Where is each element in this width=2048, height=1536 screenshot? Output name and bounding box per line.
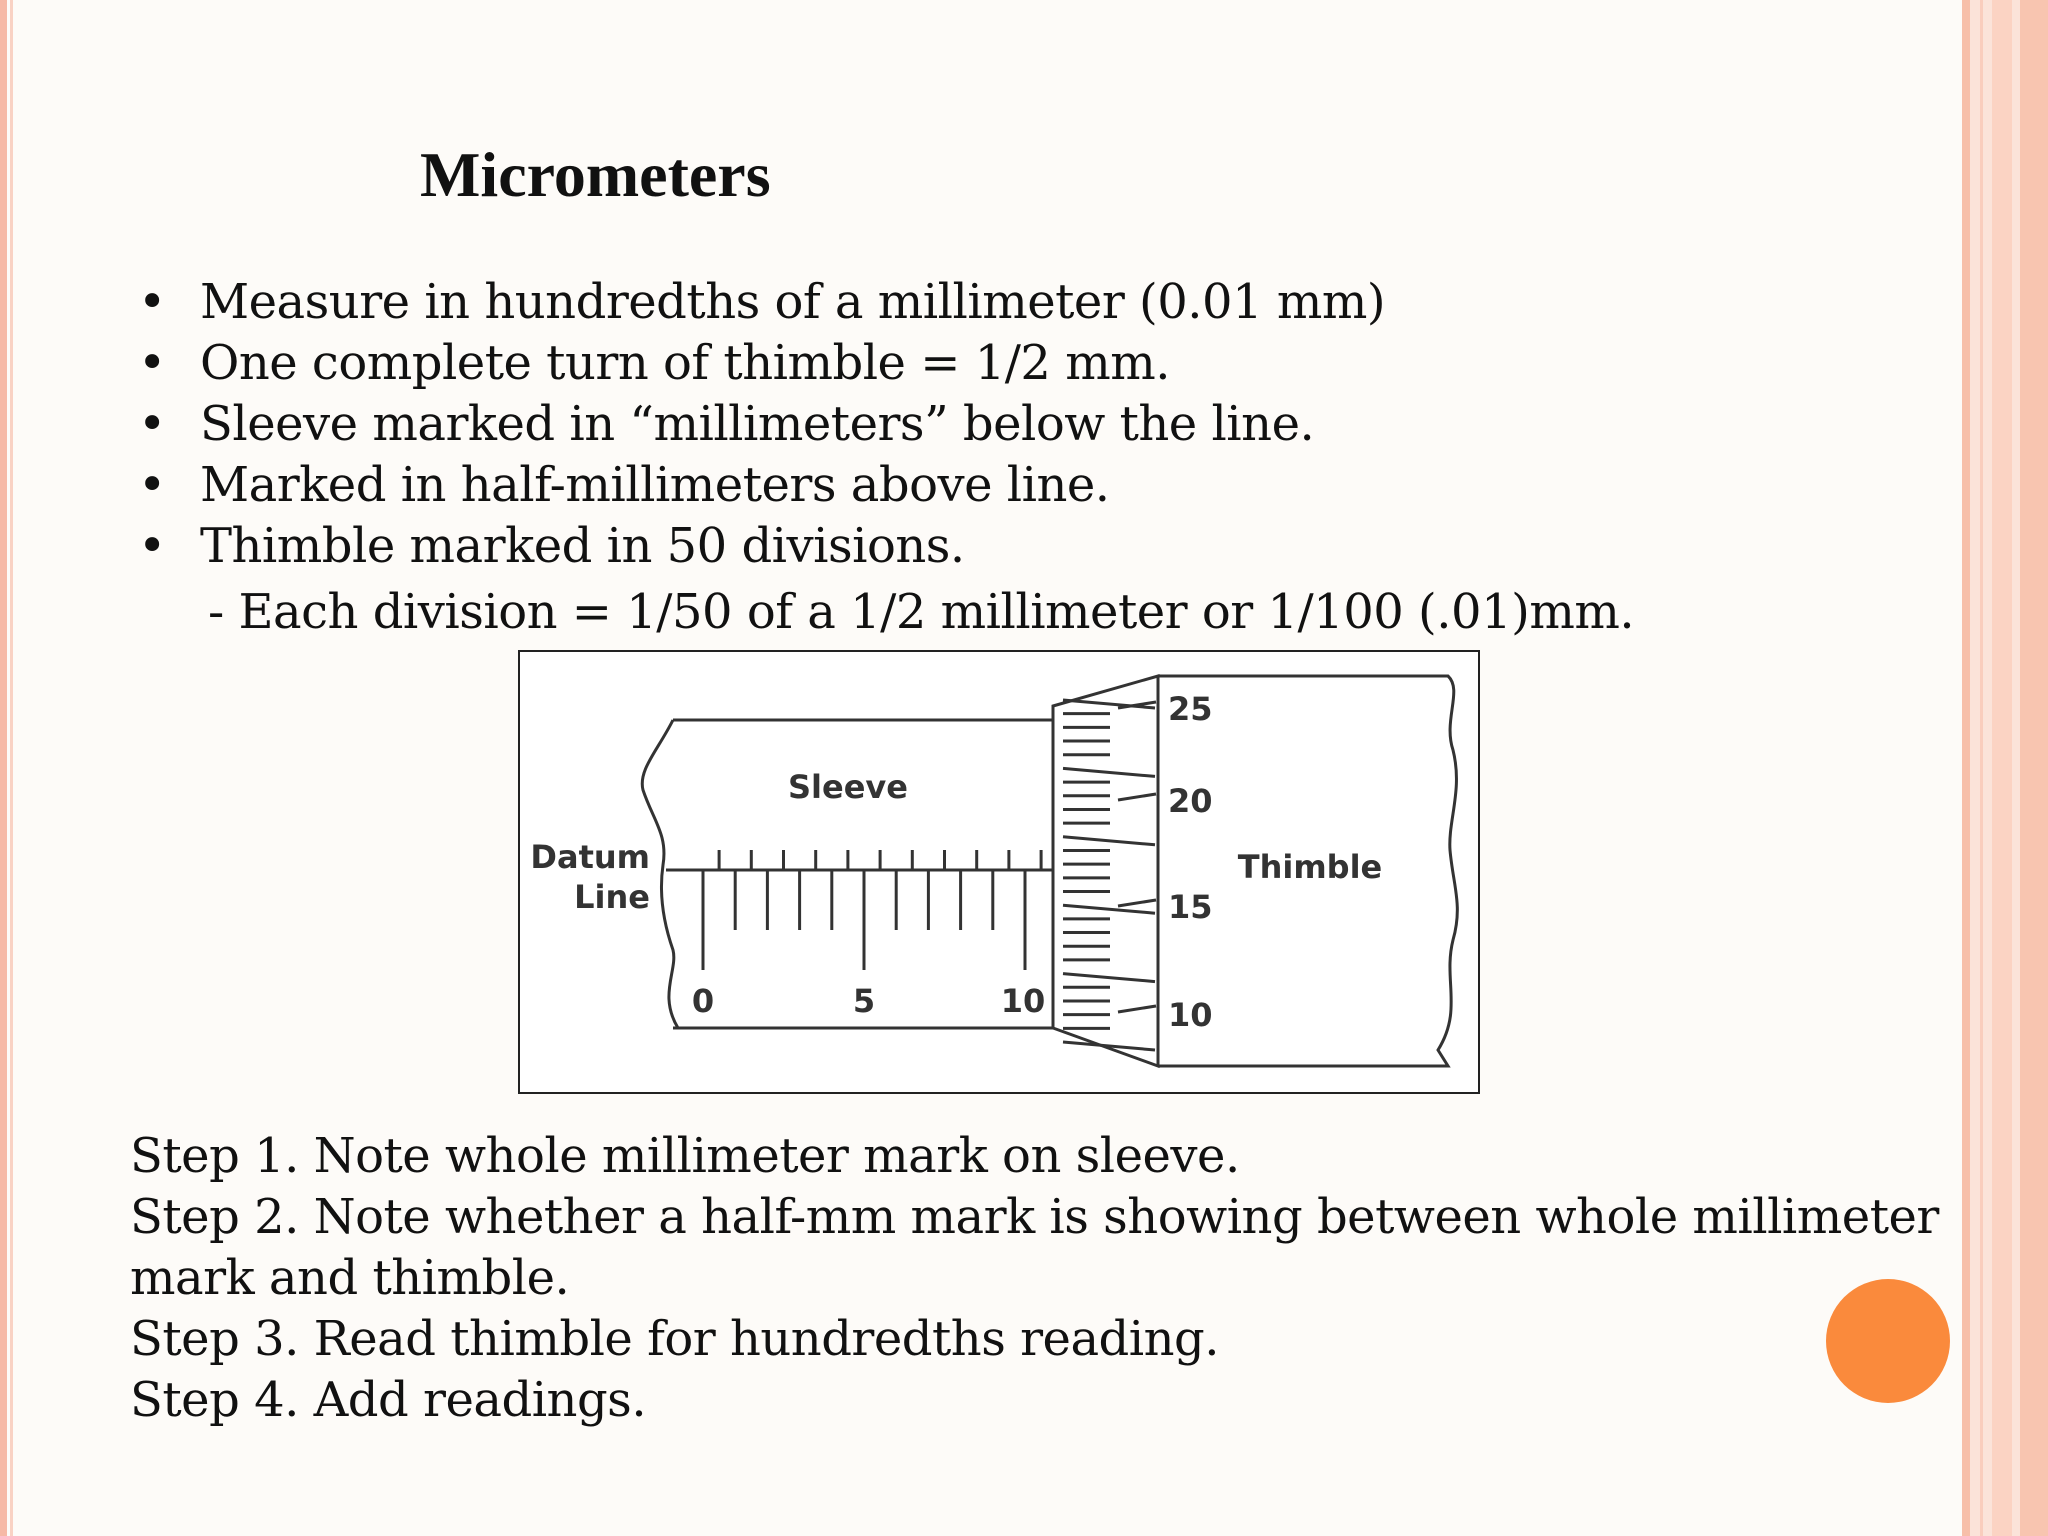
thimble-number-10: 10	[1168, 996, 1213, 1034]
slide-title: Micrometers	[420, 139, 771, 210]
datum-label-line-2: Line	[574, 878, 650, 916]
steps-block	[130, 1126, 1950, 1431]
datum-label-line-1: Datum	[530, 838, 650, 876]
sub-bullet-text: - Each division = 1/50 of a 1/2 millimeter or 1/100 (.01)mm.	[208, 584, 1635, 640]
micrometer-diagram-svg	[518, 650, 1480, 1094]
right-border-stripe-4	[2020, 0, 2048, 1536]
bullet-dot: •	[138, 274, 166, 330]
step-line: Step 1. Note whole millimeter mark on sleeve.	[130, 1128, 1240, 1184]
bullet-text: Sleeve marked in “millimeters” below the line.	[200, 396, 1315, 452]
sleeve-number-5: 5	[852, 982, 876, 1020]
bullet-dot: •	[138, 457, 166, 513]
sleeve-number-10: 10	[1000, 982, 1046, 1020]
bullet-dot: •	[138, 396, 166, 452]
left-border-stripe-inner	[10, 0, 13, 1536]
step-line: Step 2. Note whether a half-mm mark is showing between whole millimeter	[130, 1189, 1939, 1245]
bullet-dot: •	[138, 335, 166, 391]
right-border-stripe-2	[1980, 0, 1983, 1536]
left-border-stripe	[0, 0, 7, 1536]
bullet-text: Marked in half-millimeters above line.	[200, 457, 1110, 513]
bullet-item	[138, 455, 1385, 516]
thimble-label: Thimble	[1237, 848, 1383, 886]
thimble-number-25: 25	[1168, 690, 1213, 728]
bullet-item	[138, 516, 1385, 577]
bullet-text: One complete turn of thimble = 1/2 mm.	[200, 335, 1170, 391]
right-border-stripe-1	[1962, 0, 1970, 1536]
bullet-text: Thimble marked in 50 divisions.	[200, 518, 965, 574]
bullet-item	[138, 272, 1385, 333]
step-line: Step 4. Add readings.	[130, 1372, 647, 1428]
sleeve-number-0: 0	[691, 982, 715, 1020]
step-line: mark and thimble.	[130, 1250, 570, 1306]
decorative-circle	[1826, 1279, 1950, 1403]
right-border-stripe-3	[1992, 0, 2012, 1536]
sleeve-label: Sleeve	[788, 768, 908, 806]
micrometer-diagram	[518, 650, 1480, 1094]
bullet-item	[138, 333, 1385, 394]
bullet-text: Measure in hundredths of a millimeter (0.01 mm)	[200, 274, 1386, 330]
step-line: Step 3. Read thimble for hundredths reading.	[130, 1311, 1220, 1367]
bullet-dot: •	[138, 518, 166, 574]
bullet-item	[138, 394, 1385, 455]
thimble-number-15: 15	[1168, 888, 1213, 926]
thimble-number-20: 20	[1168, 782, 1213, 820]
bullet-list	[138, 272, 1385, 577]
